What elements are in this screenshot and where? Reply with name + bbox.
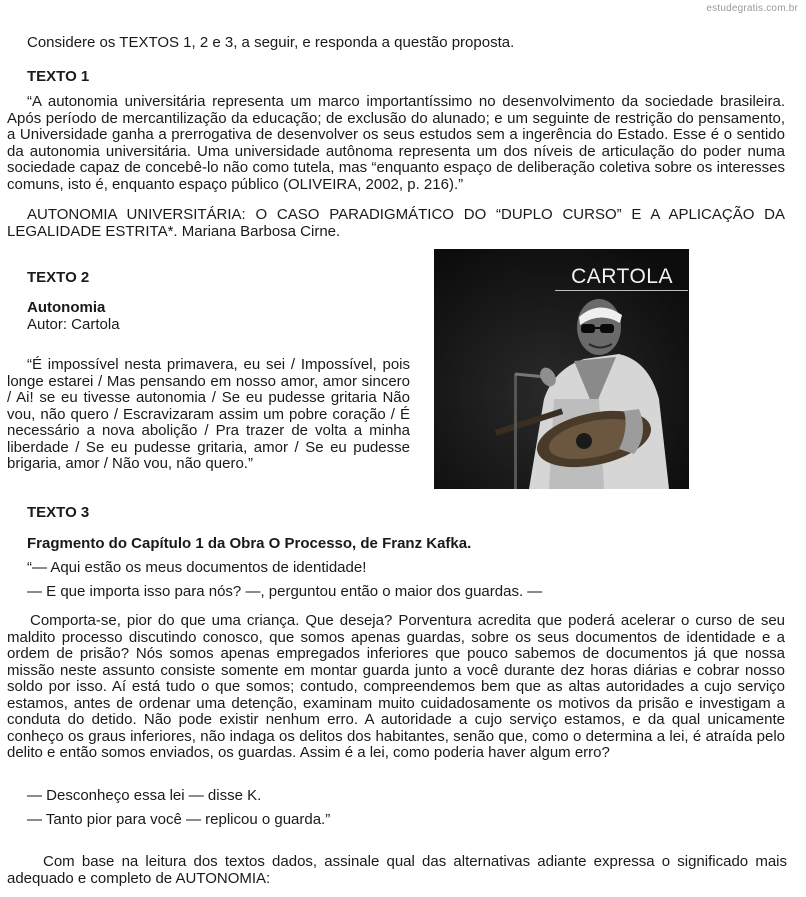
kafka-paragraph: Comporta-se, pior do que uma criança. Que deseja? Porventura acredita que poderá acelerar o curso de seu maldito processo discutindo conosco, que somos apenas guardas, sobre os seus documentos de identidade e a ordem de prisão? Nós somos apenas empregados inferiores que pouco sabemos de documentos já que nossa missão neste assunto consiste somente em montar guarda junto a você durante dez horas diárias e cobrar nosso soldo por isso. Aí está tudo o que somos; contudo, compreendemos bem que as altas autoridades a cujo serviço estamos, antes de ordenar uma detenção, examinam muito cuidadosamente os motivos da prisão e investigam a conduta do detido. Não pode existir nenhum erro. A autoridade a cujo serviço estamos, e da qual unicamente conheço os graus inferiores, não indaga os delitos dos habitantes, senão que, como o determina a lei, é atraída pelo delito e então somos enviados, os guardas. Assim é a lei, como poderia haver algum erro? xyxy=(7,612,785,761)
dialogue-line-1: “— Aqui estão os meus documentos de identidade! xyxy=(27,559,367,576)
texto2-heading: TEXTO 2 xyxy=(27,269,90,286)
album-cover-photo xyxy=(434,249,689,489)
song-title: Autonomia xyxy=(27,299,106,316)
texto3-heading: TEXTO 3 xyxy=(27,504,90,521)
intro-text: Considere os TEXTOS 1, 2 e 3, a seguir, e responda a questão proposta. xyxy=(27,34,515,51)
texto1-quote: “A autonomia universitária representa um marco importantíssimo no desenvolvimento da sociedade brasileira. Após período de mercantilização da educação; de exclusão do alunado; e um seguinte de restrição do pensamento, a Universidade ganha a prerrogativa de desenvolver os seus estudos sem a ingerência do Estado. Esse é o sentido da autonomia universitária. Uma universidade autônoma representa um dos níveis de articulação do poder numa sociedade capaz de concebê-lo não como tutela, mas “enquanto espaço de deliberação coletiva sobre os interesses comuns, isto é, enquanto espaço público (OLIVEIRA, 2002, p. 216).” xyxy=(7,93,785,193)
song-author: Autor: Cartola xyxy=(27,316,120,333)
site-watermark: estudegratis.com.br xyxy=(706,3,798,14)
album-title-rule xyxy=(555,290,688,291)
texto1-heading: TEXTO 1 xyxy=(27,68,90,85)
dialogue-line-3: — Desconheço essa lei — disse K. xyxy=(27,787,262,804)
dialogue-line-4: — Tanto pior para você — replicou o guarda.” xyxy=(27,811,331,828)
album-title: CARTOLA xyxy=(571,265,673,288)
song-lyrics: “É impossível nesta primavera, eu sei / Impossível, pois longe estarei / Mas pensando em nosso amor, amor sincero / Ai! se eu tivesse autonomia / Se eu pudesse gritaria Não vou, não quero / Escravizaram assim um pobre coração / É necessário a nova abolição / Pra trazer de volta a minha liberdade / Se eu pudesse gritaria, amor / Se eu pudesse brigaria, amor / Não vou, não quero.” xyxy=(7,356,410,472)
texto3-subheading: Fragmento do Capítulo 1 da Obra O Processo, de Franz Kafka. xyxy=(27,535,472,552)
texto1-source: AUTONOMIA UNIVERSITÁRIA: O CASO PARADIGMÁTICO DO “DUPLO CURSO” E A APLICAÇÃO DA LEGALIDADE ESTRITA*. Mariana Barbosa Cirne. xyxy=(7,206,785,240)
dialogue-line-2: — E que importa isso para nós? —, perguntou então o maior dos guardas. — xyxy=(27,583,543,600)
question-prompt: Com base na leitura dos textos dados, assinale qual das alternativas adiante expressa o significado mais adequado e completo de AUTONOMIA: xyxy=(7,853,787,887)
